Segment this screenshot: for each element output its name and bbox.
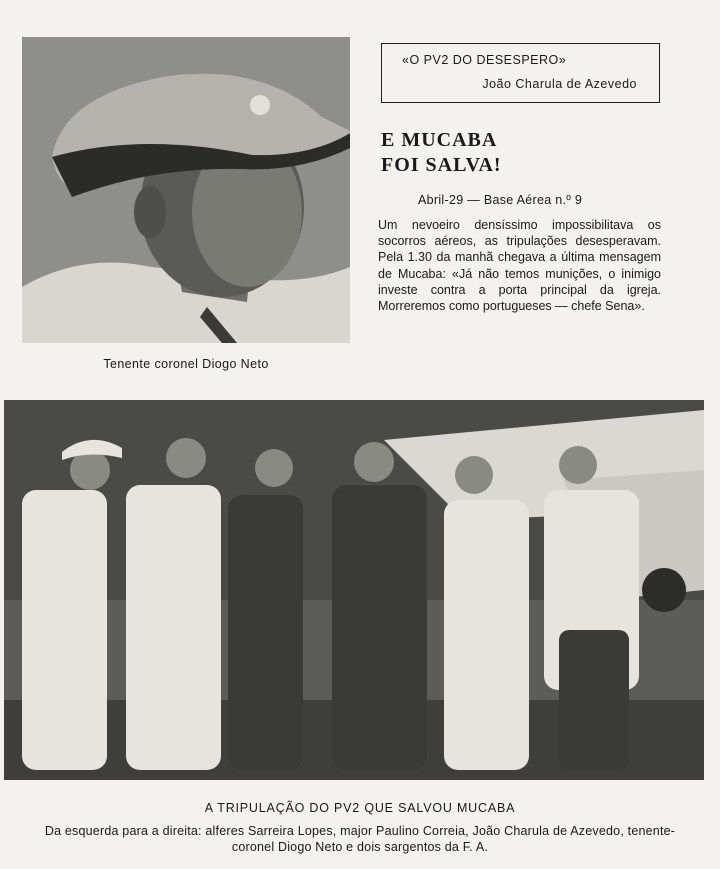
dateline: Abril-29 — Base Aérea n.º 9 (418, 193, 583, 207)
portrait-caption: Tenente coronel Diogo Neto (103, 357, 269, 371)
headline-line-1: E MUCABA (381, 129, 498, 151)
author-name: João Charula de Azevedo (482, 77, 637, 91)
group-caption-title: A TRIPULAÇÃO DO PV2 QUE SALVOU MUCABA (204, 801, 516, 815)
headline-line-2: FOI SALVA! (381, 154, 502, 176)
headline (381, 128, 671, 178)
article-body: Um nevoeiro densíssimo impossibilitava os socorros aéreos, as tripulações desesperavam. Pela 1.30 da manhã chegava a última mensagem de Mucaba: «Já não temos munições, o inimigo investe contra a porta principal da igreja. Morreremos como portugueses — chefe Sena». (378, 218, 661, 314)
group-caption-text: Da esquerda para a direita: alferes Sarreira Lopes, major Paulino Correia, João Charula de Azevedo, tenente-coronel Diogo Neto e dois sargentos da F. A. (44, 824, 676, 854)
byline-box (381, 43, 660, 103)
group-photo (4, 400, 704, 780)
series-title: «O PV2 DO DESESPERO» (402, 53, 567, 67)
portrait-photo (22, 37, 350, 343)
